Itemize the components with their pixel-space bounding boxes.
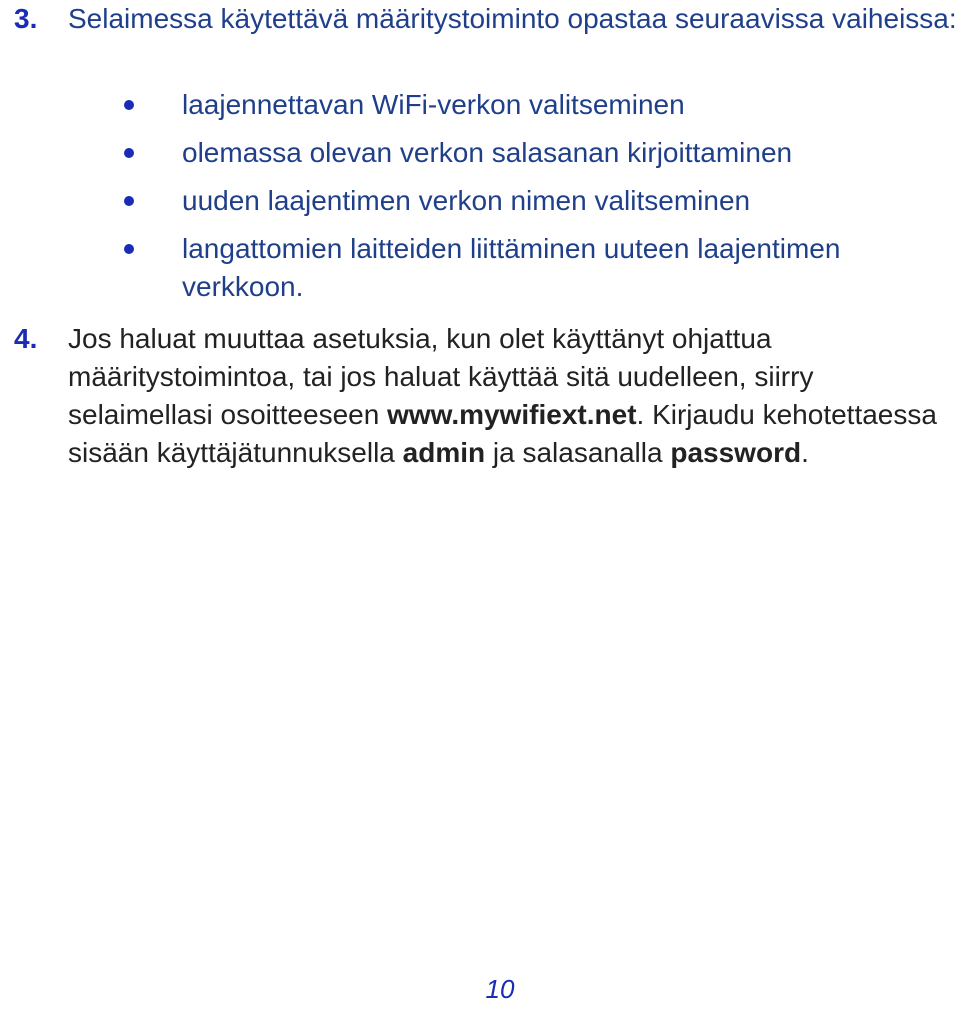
password-text: password [670, 437, 802, 468]
page-number: 10 [485, 974, 515, 1004]
steps-bullet-list [0, 86, 960, 310]
bullet-icon [124, 148, 134, 158]
step-intro-text: Selaimessa käytettävä määritystoiminto opastaa seuraavissa vaiheissa: [68, 3, 957, 34]
step-intro [68, 0, 960, 38]
username-text: admin [402, 437, 486, 468]
list-item [0, 86, 960, 134]
list-item-text: uuden laajentimen verkon nimen valitseminen [182, 185, 751, 216]
list-item-text: olemassa olevan verkon salasanan kirjoittaminen [182, 137, 793, 168]
list-item [0, 134, 960, 182]
bullet-icon [124, 100, 134, 110]
step-text: Jos haluat muuttaa asetuksia, kun olet käyttänyt ohjattua määritystoimintoa, tai jos haluat käyttää sitä uudelleen, siirry selaimellasi osoitteeseen [68, 323, 814, 430]
step-text: ja salasanalla [485, 437, 671, 468]
step-text: . [801, 437, 809, 468]
list-item-text: laajennettavan WiFi-verkon valitseminen [182, 89, 685, 120]
step-paragraph [68, 320, 960, 472]
step-text: . Kirjaudu kehotettaessa sisään käyttäjätunnuksella [68, 399, 937, 468]
list-item [0, 182, 960, 230]
list-item [0, 230, 960, 310]
bullet-icon [124, 244, 134, 254]
bullet-icon [124, 196, 134, 206]
step-number: 4. [14, 323, 38, 354]
list-item-text: langattomien laitteiden liittäminen uuteen laajentimen verkkoon. [182, 233, 841, 302]
step-number: 3. [14, 3, 38, 34]
url-text: www.mywifiext.net [387, 399, 637, 430]
